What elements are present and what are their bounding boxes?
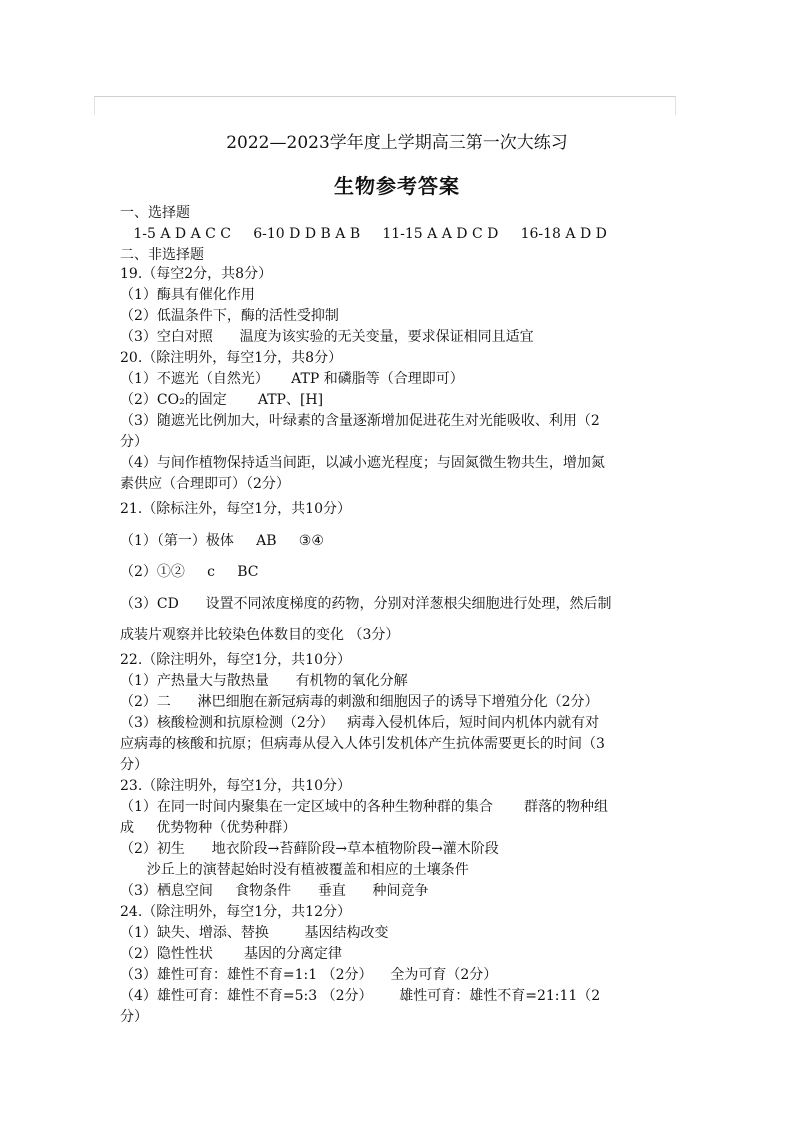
answer-line: （4）与间作植物保持适当间距，以减小遮光程度；与固氮微生物共生，增加氮: [120, 455, 605, 471]
answer-line: （1）产热量大与散热量 有机物的氧化分解: [120, 673, 408, 689]
question-heading: 21.（除标注外，每空1分，共10分）: [120, 501, 351, 517]
section-heading: 二、非选择题: [120, 247, 204, 263]
question-heading: 24.（除注明外，每空1分，共12分）: [120, 904, 351, 920]
answer-line: （3）随遮光比例加大，叶绿素的含量逐渐增加促进花生对光能吸收、利用（2: [120, 413, 600, 429]
answer-line: （3）雄性可育：雄性不育=1:1 （2分） 全为可育（2分）: [120, 967, 498, 983]
answer-line: 分）: [120, 1009, 148, 1025]
question-heading: 19.（每空2分，共8分）: [120, 266, 273, 282]
answer-line: （3）核酸检测和抗原检测（2分） 病毒入侵机体后，短时间内机体内就有对: [120, 715, 600, 731]
answer-line: （2）①② c BC: [120, 564, 259, 580]
answer-line: （2）CO₂的固定 ATP、[H]: [120, 392, 324, 408]
answer-line: （1）（第一）极体 AB ③④: [120, 533, 324, 549]
answer-line: （2）初生 地衣阶段→苔藓阶段→草本植物阶段→灌木阶段: [120, 841, 499, 857]
answer-line: （3）栖息空间 食物条件 垂直 种间竞争: [120, 883, 429, 899]
answer-line: 应病毒的核酸和抗原；但病毒从侵入人体引发机体产生抗体需要更长的时间（3: [120, 736, 605, 752]
question-heading: 23.（除注明外，每空1分，共10分）: [120, 778, 351, 794]
question-heading: 22.（除注明外，每空1分，共10分）: [120, 652, 351, 668]
answer-line: （2）隐性性状 基因的分离定律: [120, 946, 343, 962]
answer-line: 成装片观察并比较染色体数目的变化 （3分）: [120, 627, 400, 643]
answer-key-title: 生物参考答案: [334, 174, 460, 198]
answer-line: 分）: [120, 757, 148, 773]
answer-line: （1）不遮光（自然光） ATP 和磷脂等（合理即可）: [120, 371, 464, 387]
answer-line: 成 优势物种（优势种群）: [120, 820, 297, 836]
exam-title: 2022—2023学年度上学期高三第一次大练习: [226, 133, 568, 153]
answer-line: 分）: [120, 434, 148, 450]
answer-line: （1）酶具有催化作用: [120, 287, 255, 303]
page-header-frame: [94, 96, 676, 115]
answer-line: （3）空白对照 温度为该实验的无关变量，要求保证相同且适宜: [120, 329, 534, 345]
answer-line: 1-5 A D A C C 6-10 D D B A B 11-15 A A D C D 16-18 A D D: [120, 226, 607, 242]
section-heading: 一、选择题: [120, 205, 190, 221]
answer-line: （2）低温条件下，酶的活性受抑制: [120, 308, 339, 324]
answer-line: 素供应（合理即可）（2分）: [120, 476, 290, 492]
answer-line: （4）雄性可育：雄性不育=5:3 （2分） 雄性可育：雄性不育=21:11（2: [120, 988, 601, 1004]
answer-line: （2）二 淋巴细胞在新冠病毒的刺激和细胞因子的诱导下增殖分化（2分）: [120, 694, 599, 710]
answer-line: 沙丘上的演替起始时没有植被覆盖和相应的土壤条件: [120, 862, 469, 878]
answer-line: （1）缺失、增添、替换 基因结构改变: [120, 925, 389, 941]
answer-line: （3）CD 设置不同浓度梯度的药物，分别对洋葱根尖细胞进行处理，然后制: [120, 596, 612, 612]
question-heading: 20.（除注明外，每空1分，共8分）: [120, 350, 343, 366]
answer-line: （1）在同一时间内聚集在一定区域中的各种生物种群的集合 群落的物种组: [120, 799, 609, 815]
